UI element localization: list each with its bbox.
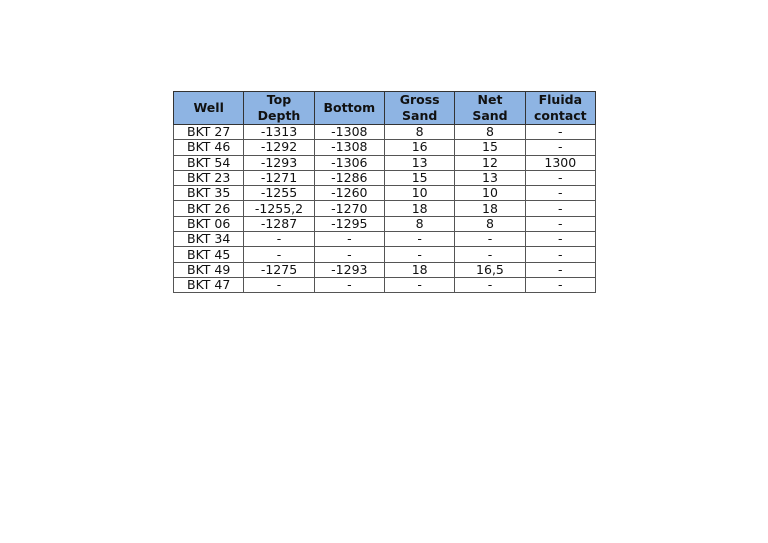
cell-gross-sand: - [384, 232, 454, 247]
cell-net-sand: 16,5 [455, 262, 525, 277]
cell-fluida-contact: - [525, 201, 595, 216]
cell-well: BKT 27 [174, 125, 244, 140]
cell-top-depth: -1287 [244, 216, 314, 231]
cell-net-sand: - [455, 247, 525, 262]
cell-bottom: -1293 [314, 262, 384, 277]
table-header [174, 92, 596, 125]
header-cell-gross-sand [384, 92, 454, 125]
cell-fluida-contact: - [525, 170, 595, 185]
cell-gross-sand: - [384, 247, 454, 262]
header-cell-top-depth [244, 92, 314, 125]
cell-gross-sand: - [384, 277, 454, 292]
cell-bottom: - [314, 247, 384, 262]
header-line: Top [266, 92, 292, 107]
cell-well: BKT 49 [174, 262, 244, 277]
cell-bottom: -1308 [314, 125, 384, 140]
header-line: Depth [257, 108, 301, 123]
cell-top-depth: -1293 [244, 155, 314, 170]
table-row [174, 186, 596, 201]
cell-net-sand: 10 [455, 186, 525, 201]
cell-net-sand: - [455, 232, 525, 247]
header-line: Fluida [538, 92, 582, 107]
cell-fluida-contact: - [525, 125, 595, 140]
cell-gross-sand: 18 [384, 262, 454, 277]
cell-well: BKT 06 [174, 216, 244, 231]
cell-net-sand: 8 [455, 125, 525, 140]
cell-well: BKT 23 [174, 170, 244, 185]
table-row [174, 277, 596, 292]
cell-fluida-contact: - [525, 277, 595, 292]
cell-gross-sand: 18 [384, 201, 454, 216]
header-line: Bottom [323, 100, 376, 115]
header-line: Gross [399, 92, 440, 107]
cell-well: BKT 54 [174, 155, 244, 170]
header-line: Well [193, 100, 224, 115]
cell-fluida-contact: - [525, 232, 595, 247]
cell-well: BKT 35 [174, 186, 244, 201]
header-line: Sand [402, 108, 438, 123]
table-row [174, 262, 596, 277]
well-data-table [173, 91, 596, 293]
cell-net-sand: - [455, 277, 525, 292]
table-row [174, 247, 596, 262]
table-body [174, 125, 596, 293]
table-row [174, 140, 596, 155]
cell-well: BKT 47 [174, 277, 244, 292]
cell-bottom: -1286 [314, 170, 384, 185]
cell-bottom: - [314, 277, 384, 292]
header-cell-fluida-contact [525, 92, 595, 125]
table-row [174, 155, 596, 170]
cell-top-depth: -1292 [244, 140, 314, 155]
header-row [174, 92, 596, 125]
cell-top-depth: - [244, 277, 314, 292]
header-line: Sand [472, 108, 508, 123]
table-row [174, 201, 596, 216]
cell-well: BKT 45 [174, 247, 244, 262]
table-row [174, 125, 596, 140]
cell-fluida-contact: - [525, 140, 595, 155]
table-row [174, 170, 596, 185]
cell-top-depth: -1275 [244, 262, 314, 277]
cell-net-sand: 13 [455, 170, 525, 185]
cell-gross-sand: 10 [384, 186, 454, 201]
header-line: contact [533, 108, 587, 123]
cell-bottom: -1308 [314, 140, 384, 155]
cell-gross-sand: 8 [384, 125, 454, 140]
cell-gross-sand: 8 [384, 216, 454, 231]
cell-top-depth: -1255 [244, 186, 314, 201]
table-row [174, 216, 596, 231]
header-cell-net-sand [455, 92, 525, 125]
cell-bottom: -1260 [314, 186, 384, 201]
header-cell-well [174, 92, 244, 125]
cell-top-depth: - [244, 247, 314, 262]
header-cell-bottom [314, 92, 384, 125]
cell-net-sand: 18 [455, 201, 525, 216]
cell-bottom: -1295 [314, 216, 384, 231]
header-line: Net [477, 92, 503, 107]
cell-fluida-contact: - [525, 186, 595, 201]
cell-well: BKT 46 [174, 140, 244, 155]
cell-net-sand: 8 [455, 216, 525, 231]
cell-fluida-contact: - [525, 247, 595, 262]
cell-bottom: - [314, 232, 384, 247]
cell-top-depth: - [244, 232, 314, 247]
cell-net-sand: 15 [455, 140, 525, 155]
cell-net-sand: 12 [455, 155, 525, 170]
cell-top-depth: -1255,2 [244, 201, 314, 216]
cell-gross-sand: 16 [384, 140, 454, 155]
cell-top-depth: -1313 [244, 125, 314, 140]
cell-bottom: -1306 [314, 155, 384, 170]
cell-top-depth: -1271 [244, 170, 314, 185]
cell-gross-sand: 13 [384, 155, 454, 170]
table-row [174, 232, 596, 247]
cell-gross-sand: 15 [384, 170, 454, 185]
cell-fluida-contact: 1300 [525, 155, 595, 170]
cell-well: BKT 26 [174, 201, 244, 216]
cell-bottom: -1270 [314, 201, 384, 216]
cell-fluida-contact: - [525, 216, 595, 231]
cell-well: BKT 34 [174, 232, 244, 247]
cell-fluida-contact: - [525, 262, 595, 277]
